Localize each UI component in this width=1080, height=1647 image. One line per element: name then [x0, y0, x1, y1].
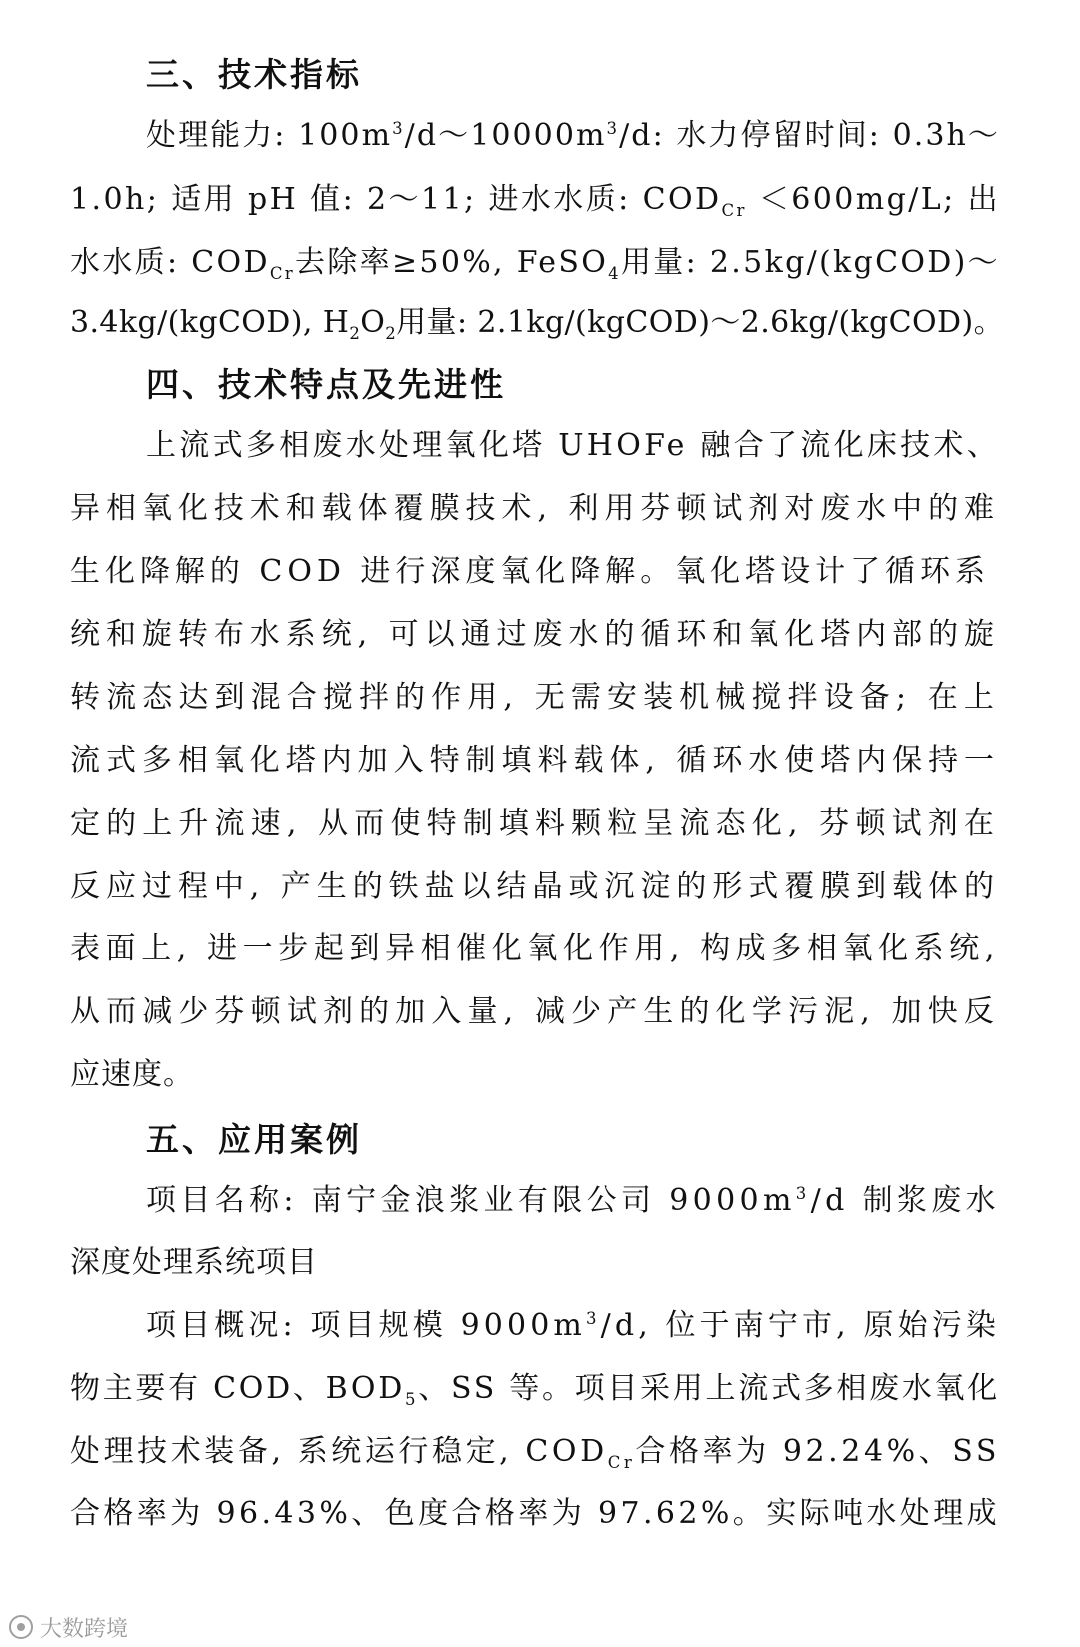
paragraph-line: 处理技术装备, 系统运行稳定, $COD_{Cr}$合格率为 92.24%、SS [70, 1434, 1000, 1472]
watermark [8, 1612, 128, 1642]
paragraph-line: 反应过程中, 产生的铁盐以结晶或沉淀的形式覆膜到载体的 [70, 869, 1000, 904]
subscript: 2 [349, 324, 361, 343]
superscript: 3 [392, 119, 405, 138]
paragraph-line: 深度处理系统项目 [70, 1245, 318, 1280]
watermark-logo-icon [8, 1614, 34, 1640]
subscript: 2 [385, 324, 397, 343]
paragraph-line: 转流态达到混合搅拌的作用, 无需安装机械搅拌设备; 在上 [70, 680, 1000, 715]
subscript: 4 [608, 264, 621, 283]
paragraph-line: 1.0h; 适用 pH 值: 2～11; 进水水质: $COD_{Cr} <600mg/L$; 出 [70, 182, 1001, 220]
section-heading-4: 四、技术特点及先进性 [146, 365, 506, 404]
paragraph-line: 应速度。 [70, 1057, 194, 1092]
paragraph-line: 水水质: $COD_{Cr}$去除率≥50%, FeSO$_4$用量: 2.5kg/(kgCOD)～ [70, 245, 1000, 283]
watermark-text: 大数跨境 [40, 1616, 129, 1642]
paragraph-line: 生化降解的 COD 进行深度氧化降解。氧化塔设计了循环系 [70, 554, 990, 589]
superscript: 3 [586, 1309, 601, 1328]
section-heading-3: 三、技术指标 [146, 55, 362, 94]
superscript: 3 [795, 1184, 811, 1203]
paragraph-line: 定的上升流速, 从而使特制填料颗粒呈流态化, 芬顿试剂在 [70, 806, 1000, 841]
paragraph-line: 从而减少芬顿试剂的加入量, 减少产生的化学污泥, 加快反 [70, 994, 1000, 1029]
paragraph-line: 上流式多相废水处理氧化塔 UHOFe 融合了流化床技术、 [146, 428, 1000, 463]
paragraph-line: 统和旋转布水系统, 可以通过废水的循环和氧化塔内部的旋 [70, 617, 1000, 652]
subscript: Cr [269, 264, 295, 283]
paragraph-line: 物主要有 COD、$BOD_5$、SS 等。项目采用上流式多相废水氧化 [70, 1371, 1000, 1409]
subscript: Cr [721, 201, 747, 220]
paragraph-line: 3.4kg/(kgCOD), $H_2O_2$用量: 2.1kg/(kgCOD)～2.6kg/(kgCOD)。 [70, 305, 1004, 343]
superscript: 3 [606, 119, 620, 138]
paragraph-line: 表面上, 进一步起到异相催化氧化作用, 构成多相氧化系统, [70, 931, 1000, 966]
subscript: 5 [405, 1390, 419, 1409]
subscript: Cr [607, 1453, 636, 1472]
paragraph-line: 异相氧化技术和载体覆膜技术, 利用芬顿试剂对废水中的难 [70, 491, 1000, 526]
paragraph-line: 处理能力: $100m^3/d\sim 10000m^3/d$: 水力停留时间: 0.3h～ [146, 118, 1000, 153]
paragraph-line: 合格率为 96.43%、色度合格率为 97.62%。实际吨水处理成 [70, 1496, 1000, 1531]
section-heading-5: 五、应用案例 [146, 1120, 362, 1159]
paragraph-line: 流式多相氧化塔内加入特制填料载体, 循环水使塔内保持一 [70, 743, 1000, 778]
paragraph-line: 项目名称: 南宁金浪浆业有限公司 $9000m^3/d$ 制浆废水 [146, 1183, 1000, 1218]
paragraph-line: 项目概况: 项目规模 $9000m^3/d$, 位于南宁市, 原始污染 [146, 1308, 1000, 1343]
